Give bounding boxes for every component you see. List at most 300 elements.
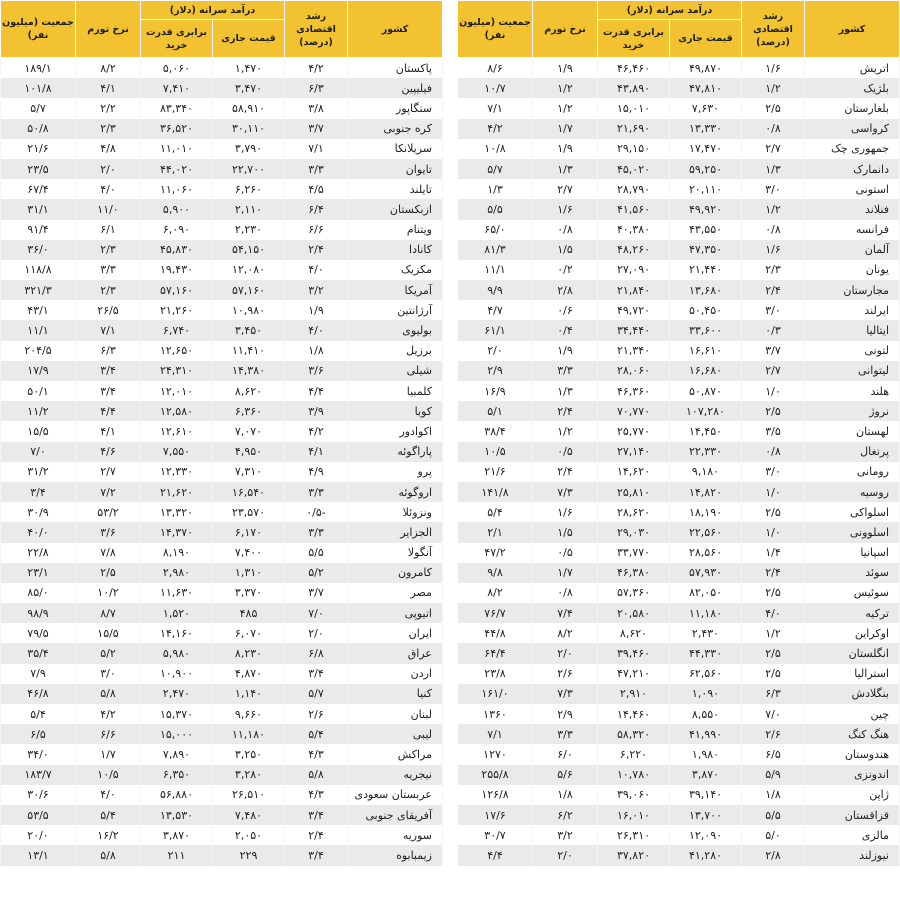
current-price-cell: ۳۰,۱۱۰ (213, 119, 285, 139)
growth-cell: ۴/۴ (285, 381, 348, 401)
inflation-cell: ۷/۸ (76, 543, 141, 563)
population-cell: ۷/۱ (458, 724, 533, 744)
growth-cell: ۴/۵ (285, 179, 348, 199)
population-cell: ۱۰/۸ (458, 139, 533, 159)
inflation-cell: ۶/۶ (76, 724, 141, 744)
ppp-cell: ۲۱,۶۲۰ (141, 482, 213, 502)
population-cell: ۱۱/۲ (1, 401, 76, 421)
current-price-cell: ۱,۰۹۰ (670, 684, 742, 704)
current-price-cell: ۳,۲۵۰ (213, 744, 285, 764)
inflation-cell: ۵/۶ (533, 765, 598, 785)
population-cell: ۴۶/۸ (1, 684, 76, 704)
ppp-cell: ۱۱,۶۳۰ (141, 583, 213, 603)
inflation-cell: ۴/۰ (76, 785, 141, 805)
table-row (458, 785, 900, 805)
inflation-cell: ۰/۲ (533, 260, 598, 280)
current-price-cell: ۱۲,۰۹۰ (670, 825, 742, 845)
ppp-cell: ۲,۹۱۰ (598, 684, 670, 704)
table-row (458, 684, 900, 704)
table-row (1, 139, 443, 159)
header-ppp: برابری قدرت خرید (141, 20, 213, 58)
country-cell: مکزیک (348, 260, 443, 280)
population-cell: ۱۳۶۰ (458, 704, 533, 724)
growth-cell: ۳/۶ (285, 361, 348, 381)
table-row (1, 320, 443, 340)
growth-cell: ۴/۰ (742, 603, 805, 623)
population-cell: ۷/۱ (458, 98, 533, 118)
current-price-cell: ۶۲,۵۶۰ (670, 664, 742, 684)
growth-cell: ۰/۳ (742, 320, 805, 340)
population-cell: ۹۸/۹ (1, 603, 76, 623)
inflation-cell: ۸/۲ (533, 623, 598, 643)
country-cell: فنلاند (805, 199, 900, 219)
country-cell: هنگ کنگ (805, 724, 900, 744)
country-cell: پاراگوئه (348, 442, 443, 462)
growth-cell: ۵/۵ (285, 543, 348, 563)
growth-cell: ۲/۵ (742, 401, 805, 421)
growth-cell: ۷/۱ (285, 139, 348, 159)
country-cell: برزیل (348, 341, 443, 361)
table-row (458, 543, 900, 563)
inflation-cell: ۱/۶ (533, 199, 598, 219)
table-row (458, 744, 900, 764)
country-cell: اکوادور (348, 421, 443, 441)
population-cell: ۱۱/۱ (1, 320, 76, 340)
ppp-cell: ۲۵,۷۷۰ (598, 421, 670, 441)
inflation-cell: ۳/۴ (76, 361, 141, 381)
inflation-cell: ۳/۲ (533, 825, 598, 845)
current-price-cell: ۸,۶۲۰ (213, 381, 285, 401)
table-row (458, 482, 900, 502)
current-price-cell: ۳,۴۷۰ (213, 78, 285, 98)
table-row (458, 341, 900, 361)
table-row (458, 139, 900, 159)
current-price-cell: ۲,۱۱۰ (213, 199, 285, 219)
inflation-cell: ۲/۴ (533, 462, 598, 482)
country-cell: اسلوونی (805, 522, 900, 542)
country-cell: هلند (805, 381, 900, 401)
population-cell: ۷۹/۵ (1, 623, 76, 643)
population-cell: ۴۳/۱ (1, 300, 76, 320)
inflation-cell: ۸/۷ (76, 603, 141, 623)
country-cell: مجارستان (805, 280, 900, 300)
country-cell: لبنان (348, 704, 443, 724)
growth-cell: ۶/۶ (285, 220, 348, 240)
current-price-cell: ۳,۲۸۰ (213, 765, 285, 785)
growth-cell: ۱/۸ (285, 341, 348, 361)
table-row (1, 300, 443, 320)
ppp-cell: ۱۰,۷۸۰ (598, 765, 670, 785)
ppp-cell: ۵۶,۸۸۰ (141, 785, 213, 805)
current-price-cell: ۱,۳۱۰ (213, 563, 285, 583)
ppp-cell: ۶,۰۹۰ (141, 220, 213, 240)
inflation-cell: ۲/۳ (76, 119, 141, 139)
inflation-cell: ۷/۴ (533, 603, 598, 623)
ppp-cell: ۱۳,۵۳۰ (141, 805, 213, 825)
ppp-cell: ۸,۱۹۰ (141, 543, 213, 563)
population-cell: ۲۲/۸ (1, 543, 76, 563)
inflation-cell: ۶/۳ (76, 341, 141, 361)
population-cell: ۳/۴ (1, 482, 76, 502)
country-cell: ایرلند (805, 300, 900, 320)
current-price-cell: ۳,۷۹۰ (213, 139, 285, 159)
table-row (1, 664, 443, 684)
country-cell: قزاقستان (805, 805, 900, 825)
country-cell: کلمبیا (348, 381, 443, 401)
country-cell: عراق (348, 643, 443, 663)
population-cell: ۲۱/۶ (458, 462, 533, 482)
inflation-cell: ۶/۲ (533, 805, 598, 825)
country-cell: سریلانکا (348, 139, 443, 159)
growth-cell: ۱/۰ (742, 482, 805, 502)
current-price-cell: ۹,۱۸۰ (670, 462, 742, 482)
ppp-cell: ۴۴,۰۲۰ (141, 159, 213, 179)
ppp-cell: ۸,۶۲۰ (598, 623, 670, 643)
population-cell: ۴/۲ (458, 119, 533, 139)
growth-cell: ۲/۵ (742, 664, 805, 684)
inflation-cell: ۲/۰ (533, 643, 598, 663)
growth-cell: ۴/۰ (285, 320, 348, 340)
table-row (1, 623, 443, 643)
population-cell: ۹/۹ (458, 280, 533, 300)
table-row (458, 401, 900, 421)
growth-cell: ۱/۳ (742, 159, 805, 179)
population-cell: ۲/۱ (458, 522, 533, 542)
country-cell: یونان (805, 260, 900, 280)
inflation-cell: ۳/۰ (76, 664, 141, 684)
population-cell: ۳۸/۴ (458, 421, 533, 441)
country-cell: لیتوانی (805, 361, 900, 381)
inflation-cell: ۱/۵ (533, 522, 598, 542)
table-row (458, 119, 900, 139)
current-price-cell: ۷,۰۷۰ (213, 421, 285, 441)
table-row (1, 724, 443, 744)
population-cell: ۱۳/۱ (1, 845, 76, 865)
header-growth: رشد اقتصادی (درصد) (285, 1, 348, 58)
inflation-cell: ۳/۳ (76, 260, 141, 280)
current-price-cell: ۱۸,۱۹۰ (670, 502, 742, 522)
table-row (1, 502, 443, 522)
table-row (458, 98, 900, 118)
ppp-cell: ۴۰,۳۸۰ (598, 220, 670, 240)
population-cell: ۲/۰ (458, 341, 533, 361)
current-price-cell: ۵۴,۱۵۰ (213, 240, 285, 260)
ppp-cell: ۷,۵۵۰ (141, 442, 213, 462)
current-price-cell: ۲,۰۵۰ (213, 825, 285, 845)
ppp-cell: ۲۶,۳۱۰ (598, 825, 670, 845)
ppp-cell: ۲۸,۶۲۰ (598, 502, 670, 522)
table-row (1, 643, 443, 663)
country-cell: کنیا (348, 684, 443, 704)
country-cell: مالزی (805, 825, 900, 845)
table-row (1, 421, 443, 441)
population-cell: ۲۳/۱ (1, 563, 76, 583)
growth-cell: ۵/۷ (285, 684, 348, 704)
growth-cell: ۱/۶ (742, 240, 805, 260)
current-price-cell: ۴۹,۸۷۰ (670, 58, 742, 79)
ppp-cell: ۱۱,۰۶۰ (141, 179, 213, 199)
ppp-cell: ۲۷,۰۹۰ (598, 260, 670, 280)
population-cell: ۱۸۳/۷ (1, 765, 76, 785)
inflation-cell: ۲/۳ (76, 240, 141, 260)
ppp-cell: ۱۱,۰۱۰ (141, 139, 213, 159)
country-cell: سنگاپور (348, 98, 443, 118)
current-price-cell: ۴۷,۸۱۰ (670, 78, 742, 98)
population-cell: ۵/۷ (458, 159, 533, 179)
growth-cell: ۲/۵ (742, 583, 805, 603)
inflation-cell: ۵/۸ (76, 684, 141, 704)
growth-cell: ۳/۷ (285, 119, 348, 139)
inflation-cell: ۴/۱ (76, 78, 141, 98)
country-cell: لیبی (348, 724, 443, 744)
inflation-cell: ۱/۲ (533, 98, 598, 118)
table-row (1, 785, 443, 805)
ppp-cell: ۲,۹۸۰ (141, 563, 213, 583)
inflation-cell: ۳/۳ (533, 724, 598, 744)
country-cell: آنگولا (348, 543, 443, 563)
population-cell: ۲۰۴/۵ (1, 341, 76, 361)
population-cell: ۱۷/۹ (1, 361, 76, 381)
growth-cell: ۴/۳ (285, 785, 348, 805)
table-row (1, 765, 443, 785)
population-cell: ۵/۴ (1, 704, 76, 724)
country-cell: ویتنام (348, 220, 443, 240)
inflation-cell: ۱۵/۵ (76, 623, 141, 643)
table-row (1, 220, 443, 240)
country-cell: نروژ (805, 401, 900, 421)
current-price-cell: ۴۹,۹۲۰ (670, 199, 742, 219)
growth-cell: ۱/۶ (742, 58, 805, 79)
current-price-cell: ۲۲,۷۰۰ (213, 159, 285, 179)
table-row (1, 442, 443, 462)
growth-cell: ۲/۳ (742, 260, 805, 280)
inflation-cell: ۴/۶ (76, 442, 141, 462)
growth-cell: ۲/۴ (285, 825, 348, 845)
table-row (1, 78, 443, 98)
current-price-cell: ۵۰,۸۷۰ (670, 381, 742, 401)
inflation-cell: ۲/۰ (76, 159, 141, 179)
ppp-cell: ۵۷,۱۶۰ (141, 280, 213, 300)
growth-cell: ۶/۳ (742, 684, 805, 704)
inflation-cell: ۲/۶ (533, 664, 598, 684)
country-cell: اندونزی (805, 765, 900, 785)
population-cell: ۷/۹ (1, 664, 76, 684)
growth-cell: ۴/۲ (285, 58, 348, 79)
current-price-cell: ۴۸۵ (213, 603, 285, 623)
country-cell: سوریه (348, 825, 443, 845)
current-price-cell: ۵۷,۹۳۰ (670, 563, 742, 583)
inflation-cell: ۲/۲ (76, 98, 141, 118)
ppp-cell: ۵۷,۳۶۰ (598, 583, 670, 603)
population-cell: ۴/۷ (458, 300, 533, 320)
header-population: جمعیت (میلیون نفر) (458, 1, 533, 58)
country-cell: روسیه (805, 482, 900, 502)
inflation-cell: ۵۳/۲ (76, 502, 141, 522)
table-body (1, 58, 443, 866)
table-row (1, 361, 443, 381)
economic-table-right (457, 0, 900, 866)
inflation-cell: ۷/۳ (533, 482, 598, 502)
table-row (458, 199, 900, 219)
table-row (458, 58, 900, 79)
inflation-cell: ۱/۹ (533, 58, 598, 79)
table-row (458, 825, 900, 845)
table-row (458, 78, 900, 98)
current-price-cell: ۳۹,۱۴۰ (670, 785, 742, 805)
growth-cell: ۳/۹ (285, 401, 348, 421)
country-cell: کانادا (348, 240, 443, 260)
table-row (458, 502, 900, 522)
table-row (458, 159, 900, 179)
current-price-cell: ۵۸,۹۱۰ (213, 98, 285, 118)
population-cell: ۸/۶ (458, 58, 533, 79)
table-row (1, 825, 443, 845)
table-row (1, 603, 443, 623)
inflation-cell: ۷/۱ (76, 320, 141, 340)
ppp-cell: ۱۳,۳۲۰ (141, 502, 213, 522)
inflation-cell: ۱۰/۲ (76, 583, 141, 603)
current-price-cell: ۲,۲۳۰ (213, 220, 285, 240)
growth-cell: ۴/۳ (285, 744, 348, 764)
growth-cell: ۱/۲ (742, 623, 805, 643)
population-cell: ۲/۹ (458, 361, 533, 381)
country-cell: استرالیا (805, 664, 900, 684)
current-price-cell: ۴۷,۳۵۰ (670, 240, 742, 260)
header-current-price: قیمت جاری (213, 20, 285, 58)
inflation-cell: ۱/۶ (533, 502, 598, 522)
header-inflation: نرخ تورم (76, 1, 141, 58)
table-row (458, 361, 900, 381)
current-price-cell: ۲۸,۵۶۰ (670, 543, 742, 563)
table-row (458, 240, 900, 260)
inflation-cell: ۱/۳ (533, 159, 598, 179)
population-cell: ۱۷/۶ (458, 805, 533, 825)
current-price-cell: ۳,۴۵۰ (213, 320, 285, 340)
country-cell: پرتغال (805, 442, 900, 462)
population-cell: ۲۵۵/۸ (458, 765, 533, 785)
current-price-cell: ۱۴,۳۸۰ (213, 361, 285, 381)
country-cell: لتونی (805, 341, 900, 361)
country-cell: پرو (348, 462, 443, 482)
ppp-cell: ۶,۲۲۰ (598, 744, 670, 764)
ppp-cell: ۳۹,۰۶۰ (598, 785, 670, 805)
table-row (1, 260, 443, 280)
inflation-cell: ۱۶/۲ (76, 825, 141, 845)
current-price-cell: ۹,۶۶۰ (213, 704, 285, 724)
current-price-cell: ۱۰,۹۸۰ (213, 300, 285, 320)
country-cell: بنگلادش (805, 684, 900, 704)
population-cell: ۱۶۱/۰ (458, 684, 533, 704)
population-cell: ۱۰۱/۸ (1, 78, 76, 98)
table-row (458, 381, 900, 401)
table-row (458, 704, 900, 724)
table-row (1, 240, 443, 260)
growth-cell: ۰/۸ (742, 442, 805, 462)
growth-cell: ۲/۴ (285, 240, 348, 260)
country-cell: کوبا (348, 401, 443, 421)
inflation-cell: ۲/۵ (76, 563, 141, 583)
current-price-cell: ۷,۴۰۰ (213, 543, 285, 563)
country-cell: آلمان (805, 240, 900, 260)
table-row (1, 482, 443, 502)
ppp-cell: ۵۸,۳۲۰ (598, 724, 670, 744)
population-cell: ۵/۵ (458, 199, 533, 219)
current-price-cell: ۷,۳۱۰ (213, 462, 285, 482)
country-cell: دانمارک (805, 159, 900, 179)
ppp-cell: ۸۳,۳۴۰ (141, 98, 213, 118)
inflation-cell: ۲/۸ (533, 280, 598, 300)
growth-cell: ۱/۹ (285, 300, 348, 320)
country-cell: سوئد (805, 563, 900, 583)
header-inflation: نرخ تورم (533, 1, 598, 58)
country-cell: ایران (348, 623, 443, 643)
country-cell: شیلی (348, 361, 443, 381)
ppp-cell: ۳,۸۷۰ (141, 825, 213, 845)
current-price-cell: ۱۴,۴۵۰ (670, 421, 742, 441)
population-cell: ۱۲۶/۸ (458, 785, 533, 805)
table-row (458, 583, 900, 603)
ppp-cell: ۲۱,۸۴۰ (598, 280, 670, 300)
current-price-cell: ۶,۱۷۰ (213, 522, 285, 542)
header-income-group: درآمد سرانه (دلار) (141, 1, 285, 20)
current-price-cell: ۷,۴۸۰ (213, 805, 285, 825)
table-row (1, 845, 443, 865)
current-price-cell: ۱۰۷,۲۸۰ (670, 401, 742, 421)
country-cell: تایلند (348, 179, 443, 199)
population-cell: ۲۳/۸ (458, 664, 533, 684)
ppp-cell: ۷,۸۹۰ (141, 744, 213, 764)
ppp-cell: ۱۴,۴۶۰ (598, 704, 670, 724)
growth-cell: ۱/۲ (742, 199, 805, 219)
ppp-cell: ۴۵,۰۲۰ (598, 159, 670, 179)
inflation-cell: ۴/۸ (76, 139, 141, 159)
current-price-cell: ۱,۹۸۰ (670, 744, 742, 764)
ppp-cell: ۳۶,۵۲۰ (141, 119, 213, 139)
ppp-cell: ۵,۹۰۰ (141, 199, 213, 219)
current-price-cell: ۴۴,۳۳۰ (670, 643, 742, 663)
current-price-cell: ۵۷,۱۶۰ (213, 280, 285, 300)
growth-cell: ۳/۲ (285, 280, 348, 300)
table-row (458, 805, 900, 825)
country-cell: کامرون (348, 563, 443, 583)
growth-cell: ۵/۰ (742, 825, 805, 845)
table-row (1, 522, 443, 542)
growth-cell: ۴/۲ (285, 421, 348, 441)
growth-cell: ۲/۴ (742, 563, 805, 583)
table-row (1, 280, 443, 300)
country-cell: اسپانیا (805, 543, 900, 563)
country-cell: اسلواکی (805, 502, 900, 522)
current-price-cell: ۳,۸۷۰ (670, 765, 742, 785)
ppp-cell: ۲۹,۱۵۰ (598, 139, 670, 159)
table-row (1, 381, 443, 401)
inflation-cell: ۵/۸ (76, 845, 141, 865)
column-gutter (442, 0, 458, 909)
growth-cell: ۶/۸ (285, 643, 348, 663)
current-price-cell: ۲۰,۱۱۰ (670, 179, 742, 199)
growth-cell: ۳/۳ (285, 522, 348, 542)
ppp-cell: ۱۵,۰۰۰ (141, 724, 213, 744)
current-price-cell: ۱۶,۵۴۰ (213, 482, 285, 502)
growth-cell: ۲/۶ (742, 724, 805, 744)
inflation-cell: ۱/۹ (533, 341, 598, 361)
ppp-cell: ۱۹,۴۳۰ (141, 260, 213, 280)
growth-cell: ۶/۳ (285, 78, 348, 98)
current-price-cell: ۸,۵۵۰ (670, 704, 742, 724)
country-cell: نیجریه (348, 765, 443, 785)
growth-cell: ۳/۰ (742, 179, 805, 199)
population-cell: ۳۲۱/۳ (1, 280, 76, 300)
